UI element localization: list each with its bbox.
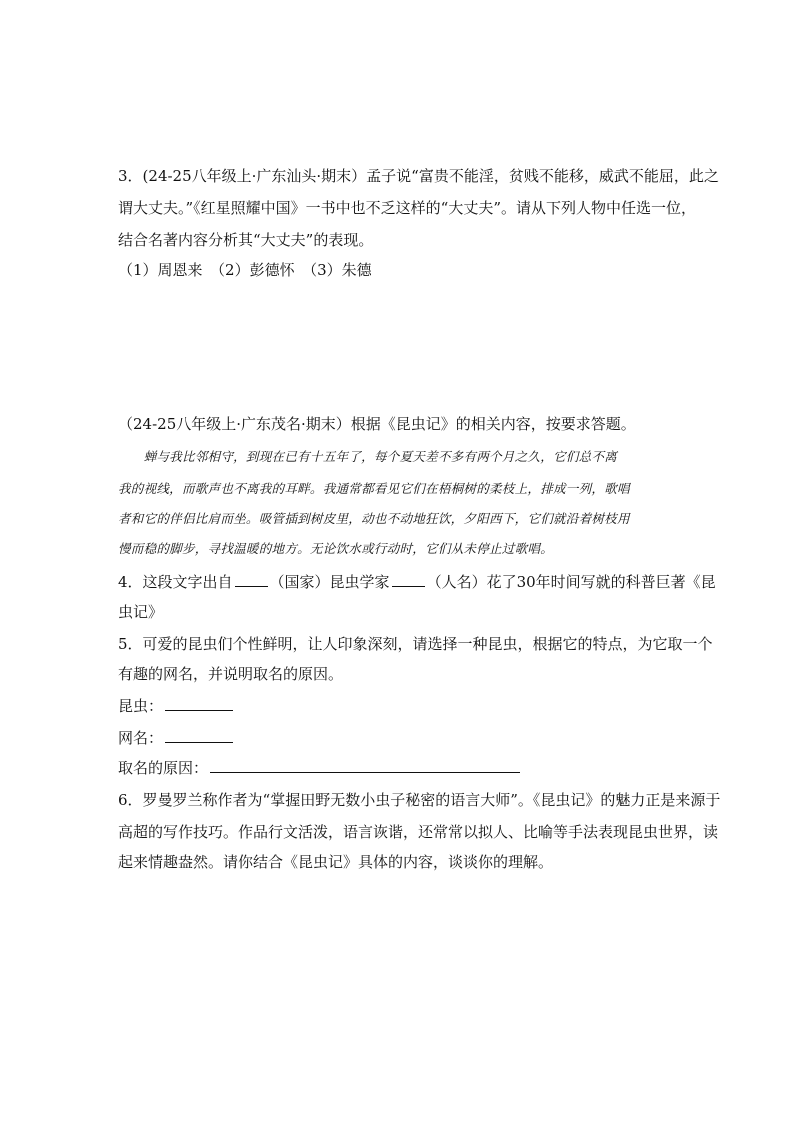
reason-label: 取名的原因： bbox=[118, 759, 209, 777]
q6-line-2: 高超的写作技巧。作品行文活泼，语言诙谐，还常常以拟人、比喻等手法表现昆虫世界，读 bbox=[118, 823, 719, 841]
netname-blank[interactable] bbox=[165, 728, 233, 743]
q4-line-1 bbox=[118, 572, 716, 592]
passage-line-4: 慢而稳的脚步，寻找温暖的地方。无论饮水或行动时，它们从未停止过歌唱。 bbox=[118, 541, 553, 556]
q5-line-2: 有趣的网名，并说明取名的原因。 bbox=[118, 665, 344, 683]
q6-line-1: 6．罗曼罗兰称作者为“掌握田野无数小虫子秘密的语言大师”。《昆虫记》的魅力正是来源于 bbox=[118, 791, 721, 809]
q3-line-2: 谓大丈夫。”《红星照耀中国》一书中也不乏这样的“大丈夫”。请从下列人物中任选一位， bbox=[118, 199, 697, 217]
q4-text-3: （人名）花了30年时间写就的科普巨著《昆 bbox=[426, 573, 716, 591]
insect-label: 昆虫： bbox=[118, 697, 164, 715]
netname-row bbox=[118, 728, 683, 748]
q5-line-1: 5．可爱的昆虫们个性鲜明，让人印象深刻，请选择一种昆虫，根据它的特点，为它取一个 bbox=[118, 635, 713, 653]
netname-label: 网名： bbox=[118, 729, 164, 747]
country-blank[interactable] bbox=[235, 572, 268, 587]
q4-text-1: 4．这段文字出自 bbox=[118, 573, 233, 591]
passage-line-3: 者和它的伴侣比肩而坐。吸管插到树皮里，动也不动地狂饮，夕阳西下，它们就沿着树枝用 bbox=[118, 511, 630, 526]
q6-line-3: 起来情趣盎然。请你结合《昆虫记》具体的内容，谈谈你的理解。 bbox=[118, 853, 554, 871]
q3-options: （1）周恩来 （2）彭德怀 （3）朱德 bbox=[118, 261, 372, 279]
q3-line-1: 3．(24-25八年级上·广东汕头·期末）孟子说“富贵不能淫，贫贱不能移，威武不能屈，此之 bbox=[118, 167, 719, 185]
q3-line-3: 结合名著内容分析其“大丈夫”的表现。 bbox=[118, 231, 374, 249]
passage-line-1: 蝉与我比邻相守，到现在已有十五年了，每个夏天差不多有两个月之久，它们总不离 bbox=[118, 449, 617, 464]
insect-blank[interactable] bbox=[165, 696, 233, 711]
passage-line-2: 我的视线，而歌声也不离我的耳畔。我通常都看见它们在梧桐树的柔枝上，排成一列，歌唱 bbox=[118, 481, 630, 496]
q4-text-2: （国家）昆虫学家 bbox=[269, 573, 390, 591]
reason-row bbox=[118, 758, 683, 778]
q4-line-2: 虫记》 bbox=[118, 603, 164, 621]
insect-row bbox=[118, 696, 683, 716]
reason-blank[interactable] bbox=[210, 758, 520, 773]
section-intro: （24-25八年级上·广东茂名·期末）根据《昆虫记》的相关内容，按要求答题。 bbox=[118, 415, 636, 433]
author-blank[interactable] bbox=[392, 572, 425, 587]
